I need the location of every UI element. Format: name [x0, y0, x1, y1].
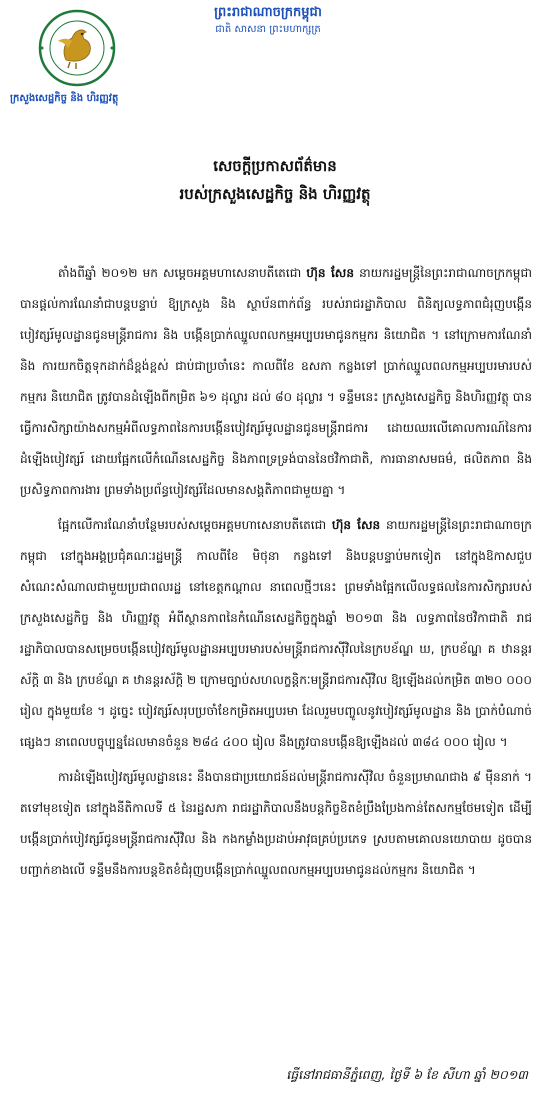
- paragraph-text: ផ្អែកលើការណែនាំបន្ថែមរបស់សម្ដេចអគ្គមហាសេនាបតីតេជោ: [58, 518, 332, 532]
- paragraph-3: [20, 762, 532, 886]
- paragraph-text: តាំងពីឆ្នាំ ២០១២ មក សម្ដេចអគ្គមហាសេនាបតីតេជោ: [58, 266, 307, 280]
- document-body: [20, 258, 532, 890]
- prime-minister-name: ហ៊ុន សែន: [331, 518, 381, 532]
- title-line-2: របស់ក្រសួងសេដ្ឋកិច្ច និង ហិរញ្ញវត្ថុ: [179, 185, 371, 203]
- paragraph-text: ការដំឡើងបៀវត្សរ៍មូលដ្ឋាននេះ នឹងបានជាប្រយោជន៍ដល់មន្ត្រីរាជការស៊ីវិល ចំនួនប្រមាណជាង ៩ ម៉ឺននាក់ ។ តទៅមុខទៀត នៅក្នុងនីតិកាលទី ៥ នៃរដ្ឋសភា រាជរដ្ឋាភិបាលនឹងបន្តកិច្ចខិតខំប្រឹងប្រែងកាន់តែសកម្មថែមទៀត ដើម្បីបង្កើនប្រាក់បៀវត្សរ៍ជូនមន្ត្រីរាជការស៊ីវិល និង កងកម្លាំងប្រដាប់អាវុធគ្រប់ប្រភេទ ស្របតាមគោលនយោបាយ ដូចបានបញ្ជាក់ខាងលើ ទន្ទឹមនឹងការបន្តខិតខំជំរុញបង្កើនប្រាក់ឈ្នួលពលកម្មអប្បបរមាជូនដល់កម្មករ និយោជិត ។: [20, 770, 532, 877]
- document-title: [0, 152, 550, 208]
- paragraph-1: [20, 258, 532, 506]
- paragraph-text: នាយករដ្ឋមន្ត្រីនៃព្រះរាជាណាចក្រកម្ពុជា បានផ្ដល់ការណែនាំជាបន្តបន្ទាប់ ឱ្យក្រសួង និង ស្ថាប័នពាក់ព័ន្ធ របស់រាជរដ្ឋាភិបាល ពិនិត្យលទ្ធភាពជំរុញបង្កើនបៀវត្សរ៍មូលដ្ឋានជូនមន្ត្រីរាជការ និង បង្កើនប្រាក់ឈ្នួលពលកម្មអប្បបរមាជូនកម្មករ និយោជិត ។ នៅក្រោមការណែនាំ និង ការយកចិត្តទុកដាក់ដ៏ខ្ពង់ខ្ពស់ ជាប់ជាប្រចាំនេះ កាលពីខែ ឧសភា កន្លងទៅ ប្រាក់ឈ្នួលពលកម្មអប្បបរមារបស់កម្មករ និយោជិត ត្រូវបានដំឡើងពីកម្រិត ៦១ ដុល្លារ ដល់ ៨០ ដុល្លារ ។ ទន្ទឹមនេះ ក្រសួងសេដ្ឋកិច្ច និងហិរញ្ញវត្ថុ បានធ្វើការសិក្សាយ៉ាងសកម្មអំពីលទ្ធភាពនៃការបង្កើនបៀវត្សរ៍មូលដ្ឋានជូនមន្ត្រីរាជការ ដោយឈរលើគោលការណ៍នៃការដំឡើងបៀវត្សរ៍ ដោយផ្អែកលើកំណើនសេដ្ឋកិច្ច និងភាពទ្រទ្រង់បាននៃថវិកាជាតិ, ការធានាសមធម៌, ផលិតភាព និង ប្រសិទ្ធភាពការងារ ព្រមទាំងប្រព័ន្ធបៀវត្សរ៍ដែលមានសង្គតិភាពជាមួយគ្នា ។: [20, 266, 532, 497]
- paragraph-2: [20, 510, 532, 758]
- title-line-1: សេចក្ដីប្រកាសព័ត៌មាន: [213, 157, 337, 175]
- ministry-logo: [22, 8, 132, 88]
- prime-minister-name: ហ៊ុន សែន: [306, 266, 354, 280]
- paragraph-text: នាយករដ្ឋមន្ត្រីនៃព្រះរាជាណាចក្រកម្ពុជា នៅក្នុងអង្គប្រជុំគណៈរដ្ឋមន្ត្រី កាលពីខែ មិថុនា កន្លងទៅ និងបន្តបន្ទាប់មកទៀត នៅក្នុងឱកាសជួបសំណេះសំណាលជាមួយប្រជាពលរដ្ឋ នៅខេត្តកណ្ដាល នាពេលថ្មីៗនេះ ព្រមទាំងផ្អែកលើលទ្ធផលនៃការសិក្សារបស់ក្រសួងសេដ្ឋកិច្ច និង ហិរញ្ញវត្ថុ អំពីស្ថានភាពនៃកំណើនសេដ្ឋកិច្ចក្នុងឆ្នាំ ២០១៣ និង លទ្ធភាពនៃថវិកាជាតិ រាជរដ្ឋាភិបាលបានសម្រេចបង្កើនបៀវត្សរ៍មូលដ្ឋានអប្បបរមារបស់មន្ត្រីរាជការស៊ីវិលនៃក្របខ័ណ្ឌ ឃ, ក្របខ័ណ្ឌ គ ឋានន្តរស័ក្តិ ៣ និង ក្របខ័ណ្ឌ គ ឋានន្តរស័ក្តិ ២ ក្រោមច្បាប់សហលក្ខន្តិកៈមន្ត្រីរាជការស៊ីវិល ឱ្យឡើងដល់កម្រិត ៣២០ ០០០ រៀល ក្នុងមួយខែ ។ ដូច្នេះ បៀវត្សរ៍សរុបប្រចាំខែកម្រិតអប្បបរមា ដែលរួមបញ្ចូលនូវបៀវត្សរ៍មូលដ្ឋាន និង ប្រាក់បំណាច់ផ្សេងៗ នាពេលបច្ចុប្បន្នដែលមានចំនួន ២៨៤ ៤០០ រៀល នឹងត្រូវបានបង្កើនឱ្យឡើងដល់ ៣៨៤ ០០០ រៀល ។: [20, 518, 532, 749]
- ministry-seal-icon: [22, 8, 132, 88]
- kingdom-header: [178, 4, 358, 38]
- kingdom-motto: ជាតិ សាសនា ព្រះមហាក្សត្រ: [215, 24, 321, 35]
- ministry-name-under-logo: ក្រសួងសេដ្ឋកិច្ច និង ហិរញ្ញវត្ថុ: [10, 93, 119, 104]
- kingdom-title: ព្រះរាជាណាចក្រកម្ពុជា: [214, 5, 322, 20]
- signature-date: ធ្វើនៅរាជធានីភ្នំពេញ, ថ្ងៃទី ៦ ខែ សីហា ឆ្នាំ ២០១៣: [286, 1067, 528, 1082]
